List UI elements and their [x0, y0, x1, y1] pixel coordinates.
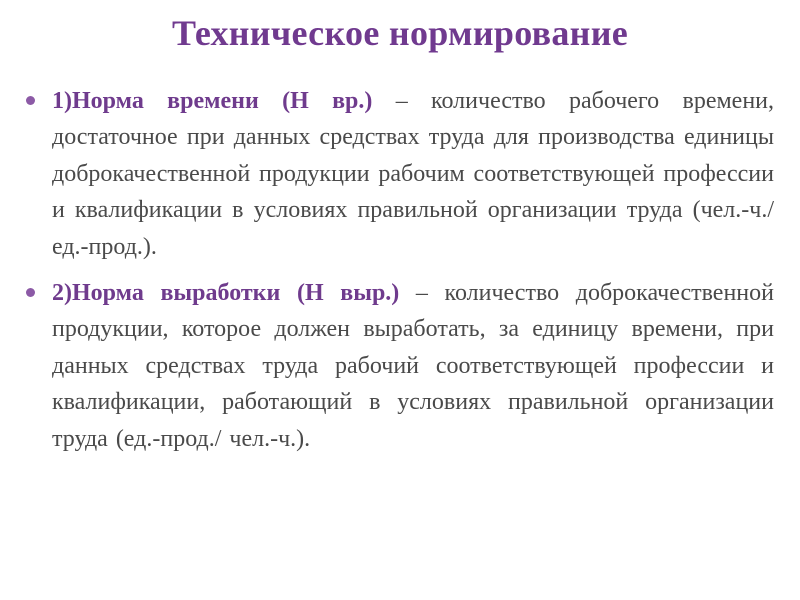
- definition-text: – количество рабочего времени, достаточное при данных средствах труда для производства единицы доброкачественной продукции рабочим соответствующей профессии и квалификации в условиях правильной организации труда (чел.-ч./ед.-прод.).: [52, 88, 774, 260]
- bullet-dot-icon: [26, 288, 35, 297]
- definition-term: 1)Норма времени (Н вр.): [52, 88, 373, 114]
- bullet-dot-icon: [26, 96, 35, 105]
- definition-item-time-norm: [26, 83, 774, 265]
- definition-text: – количество доброкачественной продукции, которое должен выработать, за единицу времени, при данных средствах труда рабочий соответствующей профессии и квалификации, работающий в условиях правильной организации труда (ед.-прод./ чел.-ч.).: [52, 280, 774, 452]
- definition-list: [26, 83, 774, 467]
- slide-title: Техническое нормирование: [171, 13, 629, 53]
- definition-item-output-norm: [26, 275, 774, 457]
- definition-term: 2)Норма выработки (Н выр.): [52, 280, 400, 307]
